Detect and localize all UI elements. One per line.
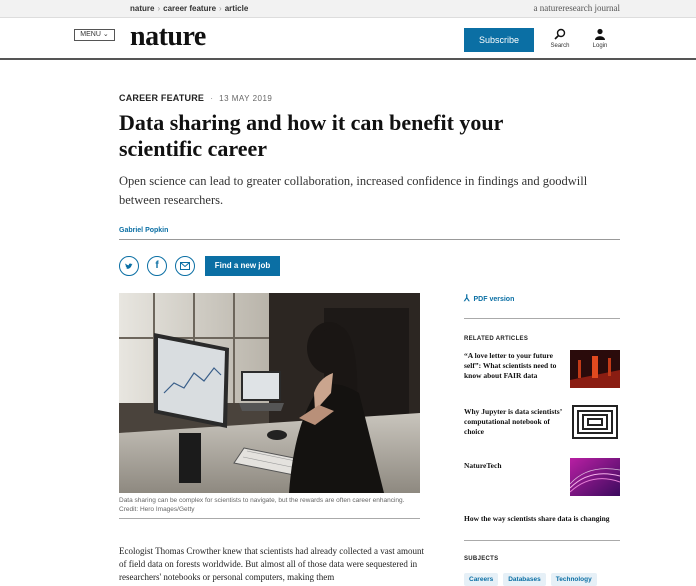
pdf-label: PDF version (473, 296, 515, 303)
related-article-thumbnail[interactable] (570, 458, 620, 496)
related-article-thumbnail[interactable] (570, 403, 620, 441)
menu-button[interactable] (74, 29, 115, 41)
nature-logo[interactable]: nature (130, 21, 206, 52)
related-article-thumbnail[interactable] (570, 350, 620, 388)
related-article-link[interactable]: NatureTech (464, 461, 502, 470)
author-link[interactable]: Gabriel Popkin (119, 227, 169, 234)
divider (464, 540, 620, 541)
subject-tag[interactable]: Technology (551, 573, 597, 586)
search-button[interactable] (545, 28, 575, 49)
login-label: Login (592, 43, 608, 49)
related-article-link[interactable]: “A love letter to your future self”: What scientists need to know about FAIR data (464, 351, 557, 380)
breadcrumb-article[interactable]: article (224, 4, 249, 13)
divider (119, 239, 620, 240)
related-articles-heading: RELATED ARTICLES (464, 336, 529, 342)
share-facebook-button[interactable] (147, 256, 167, 276)
user-icon (585, 28, 615, 43)
journal-tag[interactable]: a natureresearch journal (533, 3, 620, 13)
image-caption: Data sharing can be complex for scientists to navigate, but the rewards are often career enhancing. Credit: Hero Images/Getty (119, 497, 405, 513)
article-date: 13 MAY 2019 (219, 94, 273, 103)
breadcrumb-nature[interactable]: nature (130, 4, 155, 13)
article-body: Ecologist Thomas Crowther knew that scientists had already collected a vast amount of field data on forests worldwide. But almost all of those data were sequestered in researchers' notebooks or personal computers, making them (119, 546, 425, 582)
divider (119, 518, 420, 519)
subject-tag[interactable]: Databases (503, 573, 546, 586)
email-icon (180, 262, 190, 270)
separator-dot: · (210, 93, 214, 103)
chevron-down-icon: ⌄ (102, 31, 109, 38)
subscribe-button[interactable]: Subscribe (464, 28, 534, 52)
search-label: Search (550, 43, 570, 49)
top-bar (0, 0, 696, 18)
pdf-link[interactable] (464, 293, 514, 304)
breadcrumb-career-feature[interactable]: career feature (163, 4, 217, 13)
related-article-link[interactable]: Why Jupyter is data scientists’ computational notebook of choice (464, 407, 562, 436)
chevron-right-icon: › (157, 4, 161, 13)
subject-tag[interactable]: Careers (464, 573, 498, 586)
search-icon (545, 28, 575, 43)
find-job-button[interactable]: Find a new job (205, 256, 280, 276)
pdf-icon: ⅄ (464, 293, 470, 303)
login-button[interactable] (585, 28, 615, 49)
share-email-button[interactable] (175, 256, 195, 276)
menu-label: MENU (80, 31, 101, 38)
site-header (0, 18, 696, 60)
article-hero-image (119, 293, 420, 493)
article-title: Data sharing and how it can benefit your scientific career (119, 110, 504, 161)
twitter-icon (124, 261, 134, 271)
chevron-right-icon: › (219, 4, 222, 13)
article-standfirst: Open science can lead to greater collaboration, increased confidence in findings and goodwill between researchers. (119, 174, 588, 207)
subjects-heading: SUBJECTS (464, 556, 499, 562)
article-meta (119, 93, 272, 103)
divider (464, 318, 620, 319)
related-article-link[interactable]: How the way scientists share data is changing (464, 514, 610, 523)
breadcrumb (130, 4, 248, 13)
subject-tags (464, 573, 597, 586)
share-twitter-button[interactable] (119, 256, 139, 276)
article-type: CAREER FEATURE (119, 93, 205, 103)
facebook-icon: f (155, 260, 159, 271)
